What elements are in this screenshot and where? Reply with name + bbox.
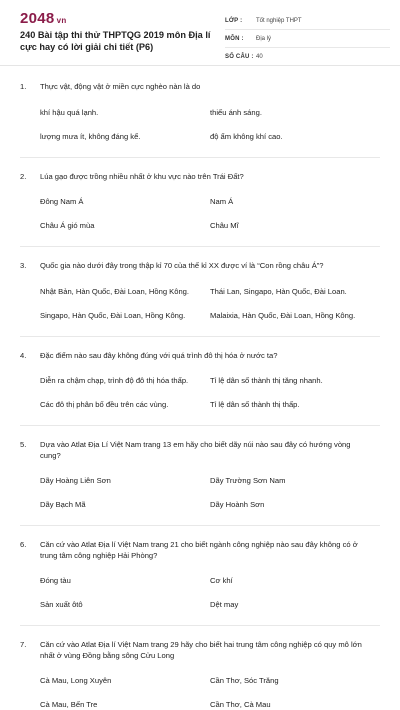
question-number: 4. <box>20 350 27 360</box>
meta-row <box>225 29 390 47</box>
meta-label: MÔN : <box>225 35 244 42</box>
answer-option[interactable]: Đóng tàu <box>40 576 71 585</box>
divider <box>20 157 380 158</box>
answer-options <box>40 287 372 321</box>
answer-option[interactable]: Đông Nam Á <box>40 197 84 206</box>
meta-value: Tốt nghiệp THPT <box>256 17 302 24</box>
meta-value: Địa lý <box>256 35 272 42</box>
meta-info <box>225 12 390 65</box>
answer-option[interactable]: Châu Mĩ <box>210 221 239 230</box>
question-number: 6. <box>20 540 27 549</box>
answer-option[interactable]: Thái Lan, Singapo, Hàn Quốc, Đài Loan. <box>210 286 347 296</box>
logo-suffix: vn <box>56 16 67 25</box>
answer-option[interactable]: Châu Á gió mùa <box>40 221 95 230</box>
answer-option[interactable]: Cơ khí <box>210 576 233 585</box>
answer-options <box>40 476 372 510</box>
question-list <box>0 82 400 710</box>
answer-option[interactable]: Cần Thơ, Cà Mau <box>210 700 271 709</box>
question-item <box>0 351 400 411</box>
answer-option[interactable]: Cà Mau, Long Xuyên <box>40 676 112 685</box>
question-text: Căn cứ vào Atlat Địa lí Việt Nam trang 21 cho biết ngành công nghiệp nào sau đây không có ở trung tâm công nghiệp Hải Phòng? <box>40 540 358 560</box>
question-text: Căn cứ vào Atlat Địa lí Việt Nam trang 29 hãy cho biết hai trung tâm công nghiệp có quy mô lớn nhất ở vùng Đồng bằng sông Cửu Long <box>40 640 362 660</box>
meta-label: SỐ CÂU : <box>225 53 254 60</box>
question-number: 1. <box>20 82 27 91</box>
logo-text: 2048 <box>20 10 55 27</box>
meta-row <box>225 47 390 65</box>
question-number: 3. <box>20 261 27 270</box>
question-item <box>0 440 400 510</box>
answer-option[interactable]: Dãy Hoàng Liên Sơn <box>40 476 111 485</box>
divider <box>20 246 380 247</box>
question-number: 7. <box>20 640 27 649</box>
question-text: Đặc điểm nào sau đây không đúng với quá trình đô thị hóa ở nước ta? <box>40 350 278 360</box>
meta-row <box>225 12 390 29</box>
answer-options <box>40 576 372 610</box>
page-header <box>0 0 400 66</box>
question-item <box>0 540 400 610</box>
answer-option[interactable]: Singapo, Hàn Quốc, Đài Loan, Hồng Kông. <box>40 310 186 320</box>
question-number: 2. <box>20 171 27 181</box>
answer-option[interactable]: Tỉ lệ dân số thành thị thấp. <box>210 400 300 409</box>
answer-option[interactable]: Các đô thị phân bố đều trên các vùng. <box>40 400 169 409</box>
answer-option[interactable]: Malaixia, Hàn Quốc, Đài Loan, Hồng Kông. <box>210 310 356 320</box>
divider <box>20 425 380 426</box>
question-text: Dựa vào Atlat Địa Lí Việt Nam trang 13 em hãy cho biết dãy núi nào sau đây có hướng vòng cung? <box>40 440 351 460</box>
question-item <box>0 172 400 232</box>
divider <box>20 625 380 626</box>
question-item <box>0 261 400 321</box>
answer-option[interactable]: Tỉ lệ dân số thành thị tăng nhanh. <box>210 376 323 385</box>
answer-option[interactable]: Dãy Hoành Sơn <box>210 500 265 509</box>
question-item <box>0 640 400 710</box>
answer-option[interactable]: Dãy Trường Sơn Nam <box>210 476 286 485</box>
answer-options <box>40 197 372 231</box>
answer-option[interactable]: Sản xuất ôtô <box>40 600 83 609</box>
answer-option[interactable]: Dệt may <box>210 600 239 609</box>
divider <box>20 336 380 337</box>
answer-option[interactable]: Nam Á <box>210 197 234 206</box>
page-title: 240 Bài tập thi thử THPTQG 2019 môn Địa lí cực hay có lời giải chi tiết (P6) <box>20 30 211 52</box>
answer-option[interactable]: Cà Mau, Bến Tre <box>40 700 98 709</box>
meta-value: 40 <box>256 53 263 60</box>
answer-option[interactable]: lượng mưa ít, không đáng kể. <box>40 131 141 141</box>
question-number: 5. <box>20 440 27 449</box>
answer-option[interactable]: Nhật Bản, Hàn Quốc, Đài Loan, Hồng Kông. <box>40 286 190 296</box>
answer-option[interactable]: độ ẩm không khí cao. <box>210 131 283 141</box>
question-item <box>0 82 400 142</box>
question-text: Lúa gạo được trồng nhiều nhất ở khu vực nào trên Trái Đất? <box>40 171 244 181</box>
answer-options <box>40 676 372 710</box>
divider <box>20 525 380 526</box>
answer-option[interactable]: Dãy Bạch Mã <box>40 500 86 509</box>
answer-option[interactable]: khí hậu quá lạnh. <box>40 107 99 117</box>
meta-label: LỚP : <box>225 17 243 24</box>
answer-option[interactable]: thiếu ánh sáng. <box>210 107 262 117</box>
question-text: Quốc gia nào dưới đây trong thập kỉ 70 của thế kỉ XX được ví là “Con rồng châu Á”? <box>40 261 324 270</box>
answer-options <box>40 376 372 410</box>
site-logo[interactable] <box>20 10 67 27</box>
answer-option[interactable]: Diễn ra chậm chạp, trình độ đô thị hóa thấp. <box>40 376 189 385</box>
answer-options <box>40 108 372 142</box>
answer-option[interactable]: Cần Thơ, Sóc Trăng <box>210 676 279 685</box>
question-text: Thực vật, động vật ở miền cực nghèo nàn là do <box>40 82 201 91</box>
